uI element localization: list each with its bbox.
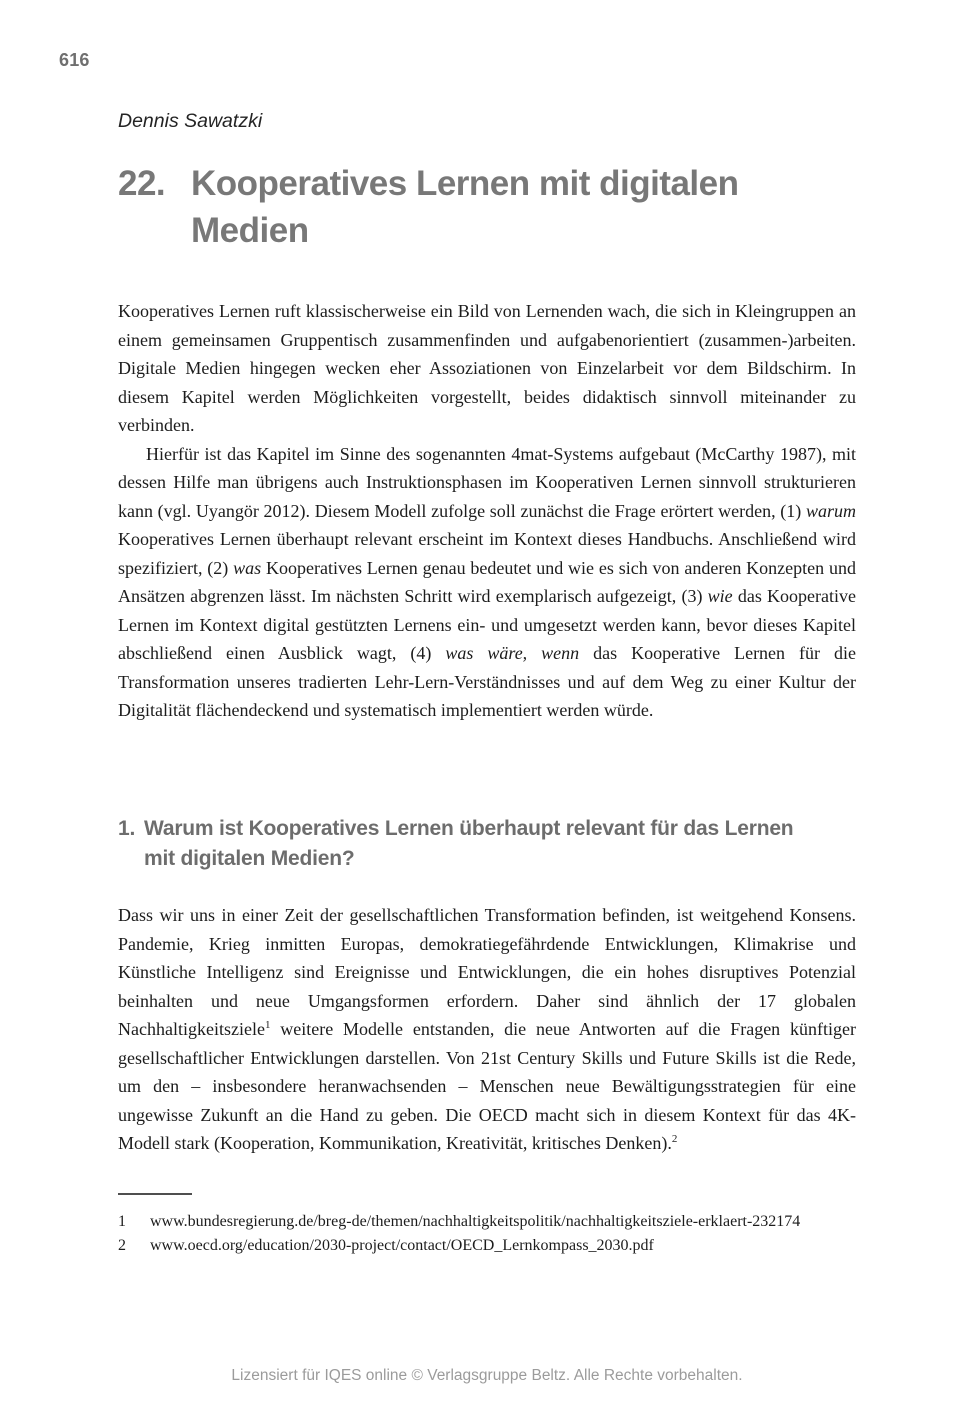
chapter-number: 22. [118, 164, 166, 203]
section-text-block [118, 901, 856, 1158]
text-segment-italic: was [233, 557, 262, 578]
page-number: 616 [59, 50, 90, 70]
text-segment-italic: was wäre, wenn [445, 643, 580, 663]
footnote-url: www.oecd.org/education/2030-project/contact/OECD_Lernkompass_2030.pdf [150, 1237, 654, 1254]
footnotes-block [118, 1210, 856, 1258]
footnote-ref-2: 2 [671, 1133, 678, 1145]
footnote-ref-1: 1 [264, 1019, 271, 1031]
footnote-url: www.bundesregierung.de/breg-de/themen/nachhaltigkeitspolitik/nachhaltigkeitsziele-erklaert-232174 [150, 1213, 801, 1230]
text-segment: das Kooperative Lernen im Kontext digital gestützten Lernens ein- und umgesetzt werden kann, bevor dieses Kapitel abschließend einen Ausblick wagt, (4) [118, 586, 856, 663]
text-segment: Dass wir uns in einer Zeit der gesellschaftlichen Transformation befinden, ist weitgehend Konsens. Pandemie, Krieg inmitten Europas, demokratiegefährdende Entwicklungen, Klimakrise und Künstliche Intelligenz sind Ereignisse und Entwicklungen, die ein hohes disruptives Potenzial beinhalten und neue Umgangsformen erfordern. Daher sind ähnlich der 17 globalen Nachhaltigkeitsziele [118, 905, 856, 1039]
footnote-divider-rule [118, 1193, 192, 1195]
text-segment: das Kooperative Lernen für die Transformation unseres tradierten Lehr-Lern-Verständnisses und auf dem Weg zu einer Kultur der Digitalität flächendeckend und systematisch implementiert werden würde. [118, 643, 856, 720]
footnote-item [118, 1210, 856, 1234]
text-segment: Kooperatives Lernen überhaupt relevant erscheint im Kontext dieses Handbuchs. Anschließend wird spezifiziert, (2) [118, 529, 856, 578]
section-number: 1. [118, 817, 136, 840]
text-segment: Kooperatives Lernen ruft klassischerweise ein Bild von Lernenden wach, die sich in Kleingruppen an einem gemeinsamen Gruppentisch zusammenfinden und aufgabenorientiert (zusammen-)arbeiten. Digitale Medien hingegen wecken eher Assoziationen von Einzelarbeit vor dem Bildschirm. In diesem Kapitel werden Möglichkeiten vorgestellt, beides didaktisch sinnvoll miteinander zu verbinden. [118, 301, 856, 435]
footnote-item [118, 1234, 856, 1258]
text-segment: weitere Modelle entstanden, die neue Antworten auf die Fragen künftiger gesellschaftlicher Entwicklungen darstellen. Von 21st Century Skills und Future Skills ist die Rede, um den – insbesondere heranwachsenden – Menschen neue Bewältigungsstrategien für eine ungewisse Zukunft an die Hand zu geben. Die OECD macht sich in diesem Kontext für das 4K-Modell stark (Kooperation, Kommunikation, Kreativität, kritisches Denken). [118, 1019, 856, 1153]
footnote-marker: 1 [118, 1213, 126, 1230]
text-segment-italic: warum [805, 500, 856, 521]
text-segment: Hierfür ist das Kapitel im Sinne des sogenannten 4mat-Systems aufgebaut (McCarthy 1987), mit dessen Hilfe man übrigens auch Instruktionsphasen im Kooperativen Lernen sinnvoll strukturieren kann (vgl. Uyangör 2012). Diesem Modell zufolge soll zunächst die Frage erörtert werden, (1) [118, 443, 856, 521]
chapter-title [118, 160, 856, 254]
author-name: Dennis Sawatzki [118, 110, 263, 132]
intro-text-block [118, 297, 856, 725]
section-heading-text: Warum ist Kooperatives Lernen überhaupt relevant für das Lernen mit digitalen Medien? [144, 817, 794, 870]
section-heading [118, 814, 856, 874]
paragraph [118, 297, 856, 440]
footnote-marker: 2 [118, 1237, 126, 1254]
chapter-title-text: Kooperatives Lernen mit digitalen Medien [191, 164, 739, 250]
paragraph [118, 901, 856, 1158]
text-segment-italic: wie [707, 586, 733, 606]
paragraph [118, 440, 856, 725]
license-footer: Lizensiert für IQES online © Verlagsgruppe Beltz. Alle Rechte vorbehalten. [231, 1367, 743, 1384]
text-segment: Kooperatives Lernen genau bedeutet und wie es sich von anderen Konzepten und Ansätzen abgrenzen lässt. Im nächsten Schritt wird exemplarisch aufgezeigt, (3) [118, 557, 856, 606]
